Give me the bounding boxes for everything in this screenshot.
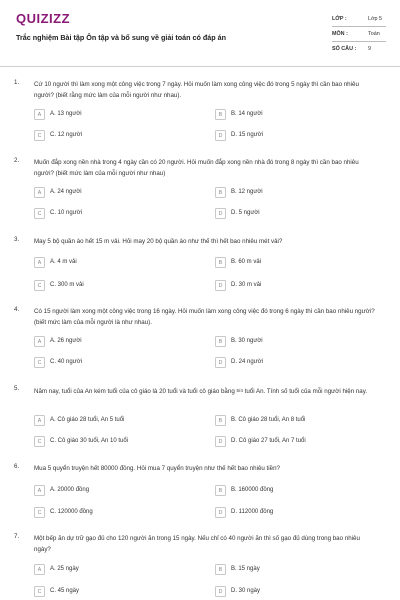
option-text: D. 5 người [231,210,260,216]
option-b[interactable] [215,564,365,577]
meta-grade-value: Lớp 5 [368,16,383,22]
option-c[interactable] [34,357,184,370]
option-a[interactable] [34,109,184,122]
option-text: B. 15 ngày [231,566,260,572]
option-letter-badge: D [215,507,226,518]
option-c[interactable] [34,586,184,599]
option-text: A. 25 ngày [50,566,79,572]
question-number: 5. [14,385,20,392]
question-number: 1. [14,79,20,86]
question-number: 3. [14,236,20,243]
option-letter-badge: C [34,130,45,141]
option-letter-badge: A [34,564,45,575]
option-letter-badge: D [215,436,226,447]
option-letter-badge: C [34,436,45,447]
question-text [34,385,378,397]
header-divider [0,66,400,67]
worksheet-header [0,0,400,66]
question-text: Mua 5 quyển truyện hết 80000 đồng. Hỏi mua 7 quyển truyện như thế hết bao nhiêu tiền? [34,465,280,472]
option-b[interactable] [215,109,365,122]
question-text-part: tuổi An. Tính số tuổi của mỗi người hiện nay. [242,388,368,395]
option-a[interactable] [34,415,184,428]
option-text: A. 20000 đồng [50,487,90,493]
option-letter-badge: D [215,586,226,597]
option-text: A. Cô giáo 28 tuổi, An 5 tuổi [50,417,125,423]
option-a[interactable] [34,485,184,498]
quizizz-logo: QUIZIZZ [16,11,71,26]
question-text: Muốn đắp xong nền nhà trong 4 ngày cần có 20 người. Hỏi muốn đắp xong nền nhà đó trong 8 ngày thì cần bao nhiêu người? (biết mức làm của mỗi người như nhau) [34,159,359,177]
option-letter-badge: C [34,507,45,518]
option-text: A. 24 người [50,189,82,195]
option-letter-badge: B [215,257,226,268]
option-text: D. 15 người [231,132,263,138]
option-letter-badge: A [34,187,45,198]
option-text: B. 160000 đồng [231,487,274,493]
option-text: A. 4 m vải [50,259,77,265]
option-c[interactable] [34,280,184,293]
option-d[interactable] [215,130,365,143]
option-text: B. 12 người [231,189,263,195]
question-text-part: Năm nay, tuổi của An kém tuổi của cô giáo là 20 tuổi và tuổi cô giáo bằng [34,388,237,395]
option-text: C. 10 người [50,210,82,216]
question-number: 4. [14,306,20,313]
option-b[interactable] [215,415,365,428]
option-a[interactable] [34,564,184,577]
option-d[interactable] [215,280,365,293]
option-letter-badge: B [215,336,226,347]
option-letter-badge: B [215,564,226,575]
question-number: 7. [14,533,20,540]
option-letter-badge: B [215,415,226,426]
option-text: D. 30 m vải [231,282,262,288]
option-text: C. 300 m vải [50,282,84,288]
option-b[interactable] [215,187,365,200]
option-text: D. Cô giáo 27 tuổi, An 7 tuổi [231,438,306,444]
option-text: C. 40 người [50,359,82,365]
option-a[interactable] [34,187,184,200]
option-letter-badge: D [215,130,226,141]
option-text: C. 12 người [50,132,82,138]
question-text: Có 15 người làm xong một công việc trong 16 ngày. Hỏi muốn làm xong công việc đó trong 6 ngày thì cần bao nhiêu người? (biết mức làm của mỗi người là như nhau). [34,308,375,326]
option-letter-badge: A [34,257,45,268]
option-b[interactable] [215,485,365,498]
option-d[interactable] [215,436,365,449]
option-letter-badge: C [34,208,45,219]
worksheet-title: Trắc nghiệm Bài tập Ôn tập và bổ sung về giải toán có đáp án [16,33,227,42]
option-text: A. 26 người [50,338,82,344]
option-text: D. 30 ngày [231,588,261,594]
meta-grade-label: LỚP : [332,16,347,22]
meta-divider [332,26,386,27]
option-a[interactable] [34,257,184,270]
option-b[interactable] [215,257,365,270]
option-b[interactable] [215,336,365,349]
option-letter-badge: A [34,415,45,426]
option-letter-badge: B [215,109,226,120]
option-c[interactable] [34,436,184,449]
option-d[interactable] [215,357,365,370]
meta-subject-label: MÔN : [332,31,348,37]
option-letter-badge: A [34,485,45,496]
option-letter-badge: C [34,280,45,291]
option-text: B. 30 người [231,338,263,344]
option-c[interactable] [34,130,184,143]
option-a[interactable] [34,336,184,349]
question-text: Một bếp ăn dự trữ gạo đủ cho 120 người ăn trong 15 ngày. Nếu chỉ có 40 người ăn thì số gạo đủ dùng trong bao nhiêu ngày? [34,535,360,553]
option-letter-badge: B [215,485,226,496]
option-letter-badge: C [34,586,45,597]
option-text: D. 24 người [231,359,263,365]
option-c[interactable] [34,208,184,221]
option-d[interactable] [215,586,365,599]
meta-count-label: SỐ CÂU : [332,46,357,52]
option-text: B. 14 người [231,111,263,117]
option-letter-badge: D [215,208,226,219]
option-d[interactable] [215,507,365,520]
option-text: B. 60 m vải [231,259,262,265]
option-letter-badge: D [215,280,226,291]
option-d[interactable] [215,208,365,221]
option-letter-badge: D [215,357,226,368]
option-text: C. 120000 đồng [50,509,93,515]
option-text: B. Cô giáo 28 tuổi, An 8 tuổi [231,417,306,423]
option-letter-badge: A [34,336,45,347]
meta-subject-value: Toán [368,31,380,37]
fraction: 5/4 [236,388,243,393]
question-number: 6. [14,463,20,470]
question-text: May 5 bộ quần áo hết 15 m vải. Hỏi may 20 bộ quần áo như thế thì hết bao nhiêu mét vải? [34,238,283,245]
question-number: 2. [14,157,20,164]
option-letter-badge: C [34,357,45,368]
meta-count-value: 9 [368,46,371,52]
option-text: D. 112000 đồng [231,509,274,515]
option-letter-badge: A [34,109,45,120]
option-c[interactable] [34,507,184,520]
meta-divider [332,41,386,42]
option-text: A. 13 người [50,111,82,117]
option-text: C. 45 ngày [50,588,80,594]
option-text: C. Cô giáo 30 tuổi, An 10 tuổi [50,438,129,444]
question-text: Cứ 10 người thì làm xong một công việc trong 7 ngày. Hỏi muốn làm xong công việc đó trong 5 ngày thì cần bao nhiêu người? (biết rằng mức làm của mỗi người như nhau). [34,81,359,99]
option-letter-badge: B [215,187,226,198]
